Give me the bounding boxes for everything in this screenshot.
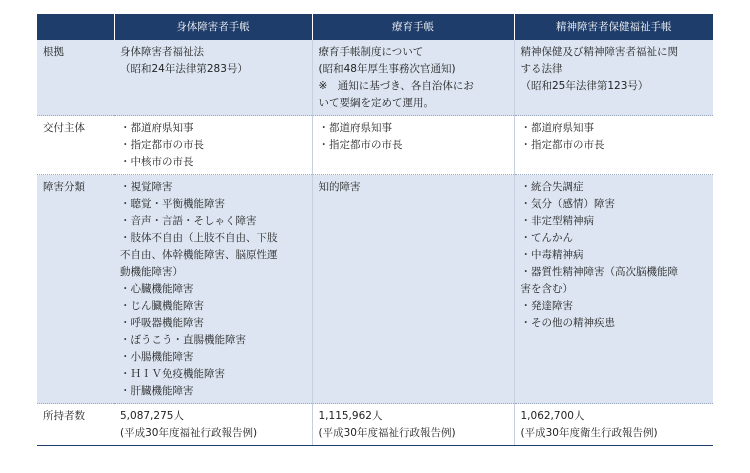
- cell-line: ・小腸機能障害: [120, 351, 194, 363]
- cell-line: (昭和48年厚生事務次官通知): [318, 63, 456, 75]
- cell-line: ・音声・言語・そしゃく障害: [120, 215, 257, 227]
- handbook-comparison-table: [37, 14, 713, 446]
- table-cell: [312, 175, 514, 404]
- cell-line: (平成30年度福祉行政報告例): [318, 427, 456, 439]
- header-mental-health: 精神障害者保健福祉手帳: [514, 14, 713, 40]
- cell-line: 1,115,962人: [318, 410, 383, 422]
- cell-line: ・都道府県知事: [520, 122, 594, 134]
- cell-line: ・気分（感情）障害: [520, 198, 615, 210]
- table-cell: [114, 175, 312, 404]
- cell-line: 身体障害者福祉法: [120, 46, 204, 58]
- cell-line: 知的障害: [318, 181, 361, 193]
- cell-line: ・その他の精神疾患: [520, 317, 615, 329]
- table-row-disability-classification: [37, 175, 713, 404]
- cell-line: する法律: [520, 63, 563, 75]
- table-row-legal-basis: [37, 40, 713, 116]
- row-label: 根拠: [37, 40, 114, 116]
- cell-line: いて要綱を定めて運用。: [318, 97, 434, 109]
- header-corner: [37, 14, 114, 40]
- cell-line: (平成30年度衛生行政報告例): [520, 427, 658, 439]
- table-cell: [114, 116, 312, 175]
- row-label: 交付主体: [37, 116, 114, 175]
- table-cell: [514, 40, 713, 116]
- row-label: 障害分類: [37, 175, 114, 404]
- table-body: [37, 40, 713, 446]
- cell-line: ・肢体不自由（上肢不自由、下肢: [120, 232, 278, 244]
- header-row: [37, 14, 713, 40]
- cell-line: 療育手帳制度について: [318, 46, 424, 58]
- cell-line: (平成30年度福祉行政報告例): [120, 427, 258, 439]
- cell-line: ・ＨＩＶ免疫機能障害: [120, 368, 225, 380]
- cell-line: ・中核市の市長: [120, 156, 194, 168]
- table-row-issuing-authority: [37, 116, 713, 175]
- table-cell: [312, 40, 514, 116]
- cell-line: 不自由、体幹機能障害、脳原性運: [120, 249, 278, 261]
- table-cell: [514, 116, 713, 175]
- cell-line: ・聴覚・平衡機能障害: [120, 198, 225, 210]
- table-cell: [514, 404, 713, 446]
- cell-line: ・都道府県知事: [120, 122, 194, 134]
- cell-line: ・都道府県知事: [318, 122, 392, 134]
- cell-line: ・呼吸器機能障害: [120, 317, 204, 329]
- cell-line: ・指定都市の市長: [120, 139, 204, 151]
- cell-line: ・じん臓機能障害: [120, 300, 204, 312]
- cell-line: ・非定型精神病: [520, 215, 594, 227]
- cell-line: （昭和25年法律第123号）: [520, 80, 649, 92]
- cell-line: 害を含む）: [520, 283, 573, 295]
- cell-line: 精神保健及び精神障害者福祉に関: [520, 46, 678, 58]
- table-cell: [312, 116, 514, 175]
- cell-line: ・器質性精神障害（高次脳機能障: [520, 266, 678, 278]
- header-physical-disability: 身体障害者手帳: [114, 14, 312, 40]
- cell-line: 動機能障害）: [120, 266, 183, 278]
- cell-line: ・ぼうこう・直腸機能障害: [120, 334, 246, 346]
- cell-line: ・視覚障害: [120, 181, 173, 193]
- table-cell: [114, 40, 312, 116]
- cell-line: ・肝臓機能障害: [120, 385, 194, 397]
- cell-line: ・統合失調症: [520, 181, 584, 193]
- cell-line: ・指定都市の市長: [318, 139, 403, 151]
- cell-line: ・心臓機能障害: [120, 283, 194, 295]
- row-label: 所持者数: [37, 404, 114, 446]
- cell-line: ※ 通知に基づき、各自治体にお: [318, 80, 474, 92]
- header-ryoiku: 療育手帳: [312, 14, 514, 40]
- cell-line: ・中毒精神病: [520, 249, 584, 261]
- cell-line: ・発達障害: [520, 300, 573, 312]
- table-row-holder-count: [37, 404, 713, 446]
- cell-line: 5,087,275人: [120, 410, 184, 422]
- cell-line: ・てんかん: [520, 232, 573, 244]
- table-cell: [312, 404, 514, 446]
- cell-line: （昭和24年法律第283号）: [120, 63, 248, 75]
- cell-line: 1,062,700人: [520, 410, 585, 422]
- table-cell: [514, 175, 713, 404]
- cell-line: ・指定都市の市長: [520, 139, 605, 151]
- table-cell: [114, 404, 312, 446]
